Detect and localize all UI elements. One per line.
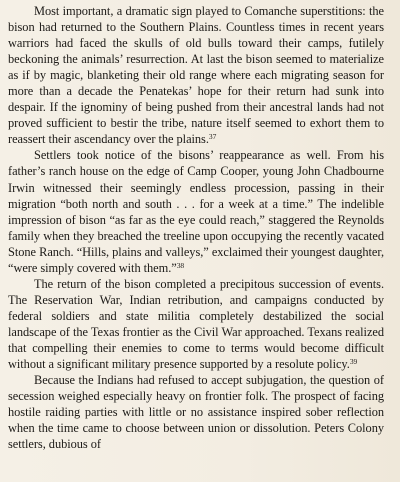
footnote-marker-37: 37: [208, 132, 217, 142]
footnote-marker-39: 39: [349, 357, 358, 367]
paragraph-4: [8, 372, 384, 452]
paragraph-1-text: Most important, a dramatic sign played to Comanche superstitions: the bison had returned to the Southern Plains. Countless times in recent years warriors had faced the skulls of old bulls toward their camps, futilely beckoning the animals’ resurrection. At last the bison seemed to materialize as if by magic, blanketing their old range where each migrating season for more than a decade the Penatekas’ hope for their return had sunk into despair. If the ignominy of being pushed from their ancestral lands had not proved sufficient to bestir the tribe, nature itself seemed to exhort them to reassert their ascendancy over the plains.: [8, 4, 384, 147]
paragraph-4-text: Because the Indians had refused to accept subjugation, the question of secession weighed especially heavy on frontier folk. The prospect of facing hostile raiding parties with little or no assistance inspired sober reflection when the time came to choose between union or dissolution. Peters Colony settlers, dubious of: [8, 373, 384, 452]
footnote-marker-38: 38: [176, 260, 185, 270]
paragraph-2-text: Settlers took notice of the bisons’ reappearance as well. From his father’s ranch house on the edge of Camp Cooper, young John Chadbourne Irwin witnessed their seemingly endless procession, passing in their migration “both north and south . . . for a week at a time.” The indelible impression of bison “as far as the eye could reach,” staggered the Reynolds family when they breached the treeline upon occupying the recently vacated Stone Ranch. “Hills, plains and valleys,” exclaimed their youngest daughter, “were simply covered with them.”: [8, 148, 384, 275]
body-text: [8, 3, 384, 452]
paragraph-3-text: The return of the bison completed a precipitous succession of events. The Reservation War, Indian retribution, and campaigns conducted by federal soldiers and state militia completely destabilized the social landscape of the Texas frontier as the Civil War approached. Texans realized that compelling their enemies to come to terms would become difficult without a significant military presence supported by a resolute policy.: [8, 276, 384, 372]
paragraph-1: [8, 3, 384, 147]
paragraph-3: [8, 276, 384, 372]
paragraph-2: [8, 147, 384, 275]
